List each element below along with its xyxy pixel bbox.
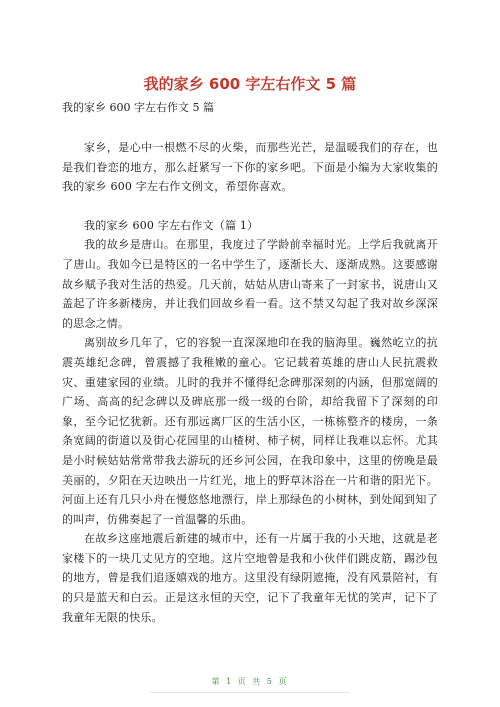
page-number-footer: 第 1 页 共 5 页 (211, 677, 289, 686)
body-paragraph: 在故乡这座地震后新建的城市中，还有一片属于我的小天地，这就是老家楼下的一块几丈见方的空地。这片空地曾是我和小伙伴们跳皮筋，踢沙包的地方，曾是我们追逐嬉戏的地方。这里没有绿阴遮掩，没有风景陪衬，有的只是蓝天和白云。正是这永恒的天空，记下了我童年无忧的笑声，记下了我童年无限的快乐。 (62, 532, 438, 624)
intro-paragraph: 家乡，是心中一根燃不尽的火柴，而那些光芒，是温暖我们的存在，也是我们眷恋的地方，那么赶紧写一下你的家乡吧。下面是小编为大家收集的我的家乡 600 字左右作文例文，希望你喜欢。 (62, 141, 438, 194)
body-paragraph: 离别故乡几年了，它的容貌一直深深地印在我的脑海里。巍然屹立的抗震英雄纪念碑，曾震撼了我稚嫩的童心。它记载着英雄的唐山人民抗震救灾、重建家园的业绩。儿时的我并不懂得纪念碑那深刻的内涵，但那宽阔的广场、高高的纪念碑以及碑底那一级一级的台阶，却给我留下了深刻的印象，至今记忆犹新。还有那远离厂区的生活小区，一栋栋整齐的楼房，一条条宽阔的街道以及街心花园里的山楂树、柿子树，同样让我难以忘怀。尤其是小时候姑姑常常带我去游玩的还乡河公园，在我印象中，这里的傍晚是最美丽的，夕阳在天边映出一片红光，地上的野草沐浴在一片和谐的阳光下。河面上还有几只小舟在慢悠悠地漂行，岸上那绿色的小树林，到处闻到知了的叫声，仿佛奏起了一首温馨的乐曲。 (62, 336, 438, 526)
document-subtitle: 我的家乡 600 字左右作文 5 篇 (62, 101, 214, 114)
body-paragraph: 我的故乡是唐山。在那里，我度过了学龄前幸福时光。上学后我就离开了唐山。我如今已是特区的一名中学生了，逐渐长大、逐渐成熟。这要感谢故乡赋予我对生活的热爱。几天前，姑姑从唐山寄来了一封家书，说唐山又盖起了许多新楼房，并让我们回故乡看一看。这不禁又勾起了我对故乡深深的思念之情。 (62, 238, 438, 330)
document-body (62, 138, 438, 627)
page-title: 我的家乡 600 字左右作文 5 篇 (143, 75, 357, 93)
section-heading: 我的家乡 600 字左右作文（篇 1） (84, 218, 259, 232)
footer-divider (150, 692, 350, 693)
